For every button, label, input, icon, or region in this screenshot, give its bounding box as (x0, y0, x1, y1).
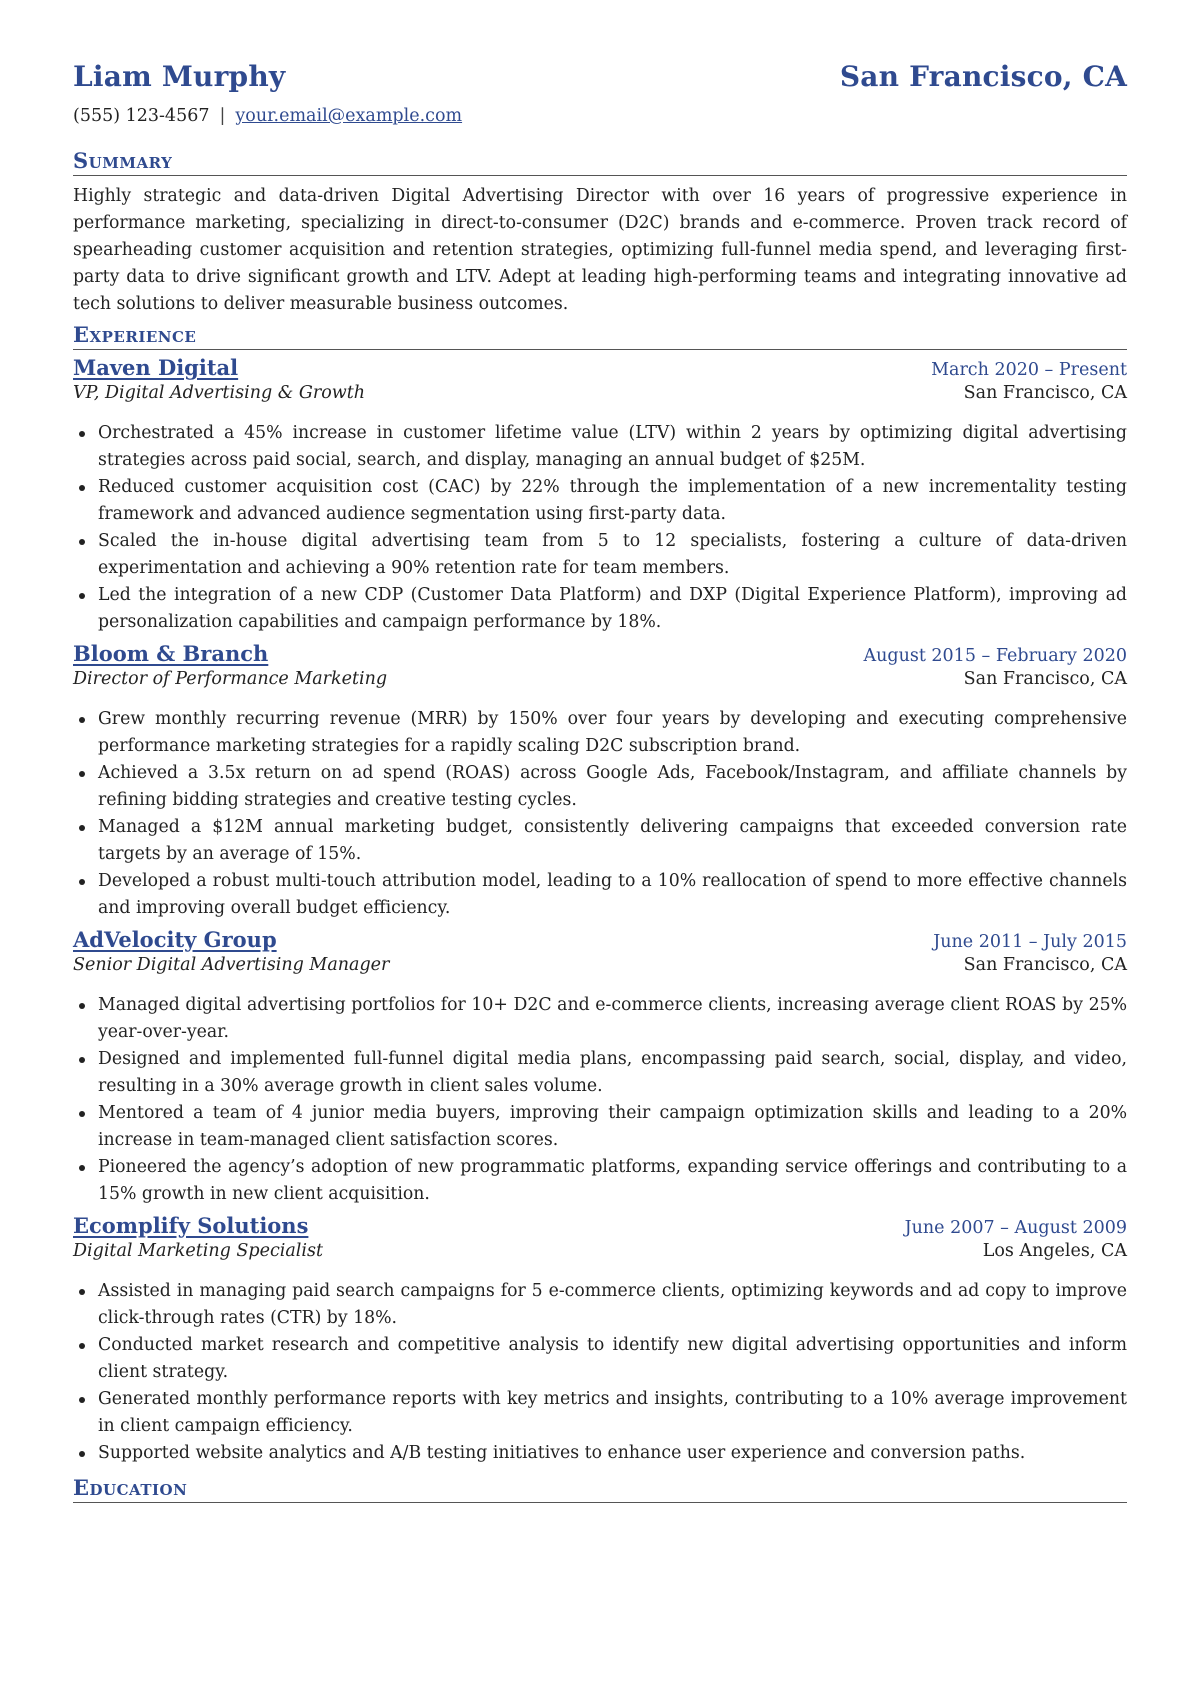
job-location: San Francisco, CA (963, 955, 1127, 975)
phone-number: (555) 123-4567 (73, 106, 210, 126)
company-name: Ecomplify Solutions (73, 1213, 309, 1238)
job-entry (73, 1213, 1127, 1467)
company-name: Maven Digital (73, 355, 239, 380)
job-bullet: Reduced customer acquisition cost (CAC) by 22% through the implementation of a new incrementality testing framework and advanced audience segmentation using first-party data. (73, 474, 1127, 528)
candidate-name: Liam Murphy (73, 60, 286, 93)
contact-separator: | (219, 106, 226, 126)
job-bullet: Mentored a team of 4 junior media buyers, improving their campaign optimization skills and leading to a 20% increase in team-managed client satisfaction scores. (73, 1100, 1127, 1154)
job-location: San Francisco, CA (963, 669, 1127, 689)
job-bullets (73, 992, 1127, 1208)
company-name: Bloom & Branch (73, 641, 269, 666)
job-bullet: Conducted market research and competitive analysis to identify new digital advertising opportunities and inform client strategy. (73, 1332, 1127, 1386)
job-location: Los Angeles, CA (982, 1241, 1127, 1261)
job-entry (73, 355, 1127, 636)
job-bullet: Achieved a 3.5x return on ad spend (ROAS) across Google Ads, Facebook/Instagram, and affiliate channels by refining bidding strategies and creative testing cycles. (73, 760, 1127, 814)
job-bullet: Supported website analytics and A/B testing initiatives to enhance user experience and conversion paths. (73, 1440, 1127, 1467)
job-dates: March 2020 – Present (931, 360, 1127, 380)
job-bullets (73, 706, 1127, 922)
job-entry (73, 927, 1127, 1208)
job-bullets (73, 420, 1127, 636)
job-role: Senior Digital Advertising Manager (73, 955, 390, 975)
education-heading: Education (73, 1475, 1127, 1503)
summary-text: Highly strategic and data-driven Digital Advertising Director with over 16 years of progressive experience in performance marketing, specializing in direct-to-consumer (D2C) brands and e-commerce. Proven track record of spearheading customer acquisition and retention strategies, optimizing full-funnel media spend, and leveraging first-party data to drive significant growth and LTV. Adept at leading high-performing teams and integrating innovative ad tech solutions to deliver measurable business outcomes. (73, 186, 1127, 314)
email-link[interactable]: your.email@example.com (235, 106, 463, 126)
job-bullet: Managed a $12M annual marketing budget, consistently delivering campaigns that exceeded conversion rate targets by an average of 15%. (73, 814, 1127, 868)
job-bullet: Developed a robust multi-touch attribution model, leading to a 10% reallocation of spend to more effective channels and improving overall budget efficiency. (73, 868, 1127, 922)
job-role: VP, Digital Advertising & Growth (73, 383, 366, 403)
job-bullet: Designed and implemented full-funnel digital media plans, encompassing paid search, social, display, and video, resulting in a 30% average growth in client sales volume. (73, 1046, 1127, 1100)
job-bullets (73, 1278, 1127, 1467)
job-bullet: Generated monthly performance reports with key metrics and insights, contributing to a 10% average improvement in client campaign efficiency. (73, 1386, 1127, 1440)
company-name: AdVelocity Group (73, 927, 277, 952)
job-bullet: Scaled the in-house digital advertising team from 5 to 12 specialists, fostering a culture of data-driven experimentation and achieving a 90% retention rate for team members. (73, 528, 1127, 582)
contact-line (73, 106, 1127, 134)
job-entry (73, 641, 1127, 922)
job-dates: August 2015 – February 2020 (863, 646, 1127, 666)
job-bullet: Grew monthly recurring revenue (MRR) by 150% over four years by developing and executing comprehensive performance marketing strategies for a rapidly scaling D2C subscription brand. (73, 706, 1127, 760)
resume-page (73, 60, 1127, 1503)
job-role: Director of Performance Marketing (73, 669, 388, 689)
job-bullet: Orchestrated a 45% increase in customer lifetime value (LTV) within 2 years by optimizing digital advertising strategies across paid social, search, and display, managing an annual budget of $25M. (73, 420, 1127, 474)
job-bullet: Managed digital advertising portfolios for 10+ D2C and e-commerce clients, increasing average client ROAS by 25% year-over-year. (73, 992, 1127, 1046)
job-location: San Francisco, CA (963, 383, 1127, 403)
experience-heading: Experience (73, 322, 1127, 350)
experience-list (73, 355, 1127, 1467)
job-bullet: Led the integration of a new CDP (Customer Data Platform) and DXP (Digital Experience Platform), improving ad personalization capabilities and campaign performance by 18%. (73, 582, 1127, 636)
summary-heading: Summary (73, 148, 1127, 176)
job-bullet: Pioneered the agency’s adoption of new programmatic platforms, expanding service offerings and contributing to a 15% growth in new client acquisition. (73, 1154, 1127, 1208)
resume-header (73, 60, 1127, 100)
job-bullet: Assisted in managing paid search campaigns for 5 e-commerce clients, optimizing keywords and ad copy to improve click-through rates (CTR) by 18%. (73, 1278, 1127, 1332)
candidate-location: San Francisco, CA (839, 60, 1127, 93)
job-dates: June 2011 – July 2015 (933, 932, 1127, 952)
job-role: Digital Marketing Specialist (73, 1241, 323, 1261)
job-dates: June 2007 – August 2009 (904, 1218, 1127, 1238)
